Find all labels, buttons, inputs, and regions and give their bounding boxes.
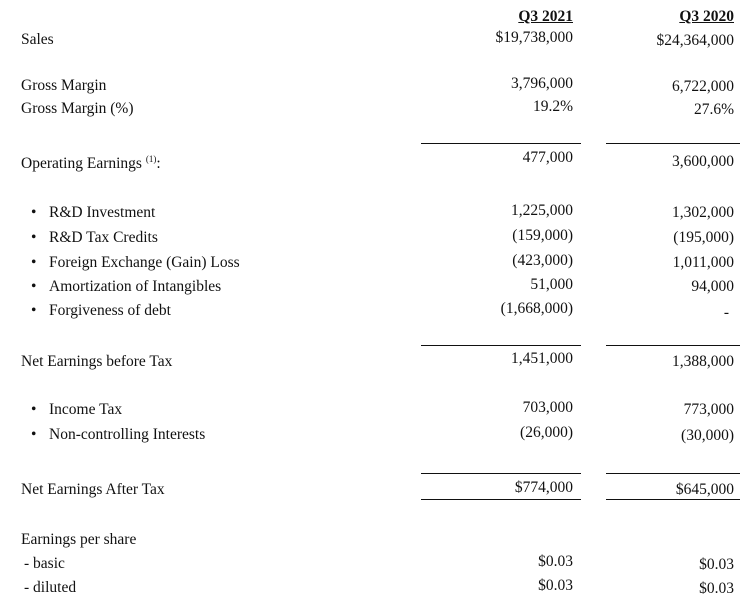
eps-diluted-current: $0.03 [538,577,573,594]
eps-basic-prior: $0.03 [699,556,734,573]
row-label-gross-margin-pct: Gross Margin (%) [21,100,134,117]
list-item-non-controlling-interests: • Non-controlling Interests [31,426,206,443]
amortization-current: 51,000 [530,276,573,293]
net-after-tax-prior: $645,000 [675,481,734,498]
list-item-amortization: • Amortization of Intangibles [31,278,222,295]
row-label-operating-earnings: Operating Earnings $^{(1)}$: [21,154,161,172]
sales-current: $19,738,000 [495,29,573,46]
forgiveness-prior: - [723,304,729,321]
fx-prior: 1,011,000 [672,254,734,271]
divider-current [421,473,581,474]
row-label-sales: Sales [21,31,54,48]
gross-margin-pct-current: 19.2% [532,98,573,115]
divider-prior [606,473,740,474]
nci-current: (26,000) [520,424,573,441]
row-label-net-earnings-before-tax: Net Earnings before Tax [21,353,173,370]
nci-prior: (30,000) [681,427,734,444]
total-underline-current [421,499,581,500]
total-underline-prior [606,499,740,500]
divider-current [421,143,581,144]
row-label-eps-diluted: - diluted [24,579,77,596]
net-before-tax-current: 1,451,000 [511,350,573,367]
operating-earnings-prior: 3,600,000 [672,153,734,170]
rd-investment-prior: 1,302,000 [672,204,734,221]
row-label-earnings-per-share: Earnings per share [21,531,137,548]
rd-tax-credits-prior: (195,000) [673,229,734,246]
list-item-foreign-exchange: • Foreign Exchange (Gain) Loss [31,254,240,271]
fx-current: (423,000) [512,252,573,269]
row-label-eps-basic: - basic [24,555,65,572]
list-item-forgiveness-of-debt: • Forgiveness of debt [31,302,171,319]
gross-margin-current: 3,796,000 [511,75,573,92]
net-before-tax-prior: 1,388,000 [672,353,734,370]
amortization-prior: 94,000 [691,278,734,295]
list-item-rd-investment: • R&D Investment [31,204,156,221]
rd-investment-current: 1,225,000 [511,202,573,219]
income-tax-prior: 773,000 [683,401,734,418]
operating-earnings-current: 477,000 [522,149,573,166]
sales-prior: $24,364,000 [656,32,734,49]
divider-prior [606,345,740,346]
column-header-q3-2021: Q3 2021 [518,8,573,25]
rd-tax-credits-current: (159,000) [512,227,573,244]
income-tax-current: 703,000 [522,399,573,416]
footnote-marker: (1) [145,154,157,164]
divider-current [421,345,581,346]
list-item-income-tax: • Income Tax [31,401,123,418]
gross-margin-pct-prior: 27.6% [693,101,734,118]
row-label-net-earnings-after-tax: Net Earnings After Tax [21,481,165,498]
eps-basic-current: $0.03 [538,553,573,570]
row-label-gross-margin: Gross Margin [21,77,107,94]
list-item-rd-tax-credits: • R&D Tax Credits [31,229,158,246]
net-after-tax-current: $774,000 [514,479,573,496]
divider-prior [606,143,740,144]
gross-margin-prior: 6,722,000 [672,78,734,95]
eps-diluted-prior: $0.03 [699,580,734,597]
forgiveness-current: (1,668,000) [500,300,573,317]
column-header-q3-2020: Q3 2020 [679,8,734,25]
